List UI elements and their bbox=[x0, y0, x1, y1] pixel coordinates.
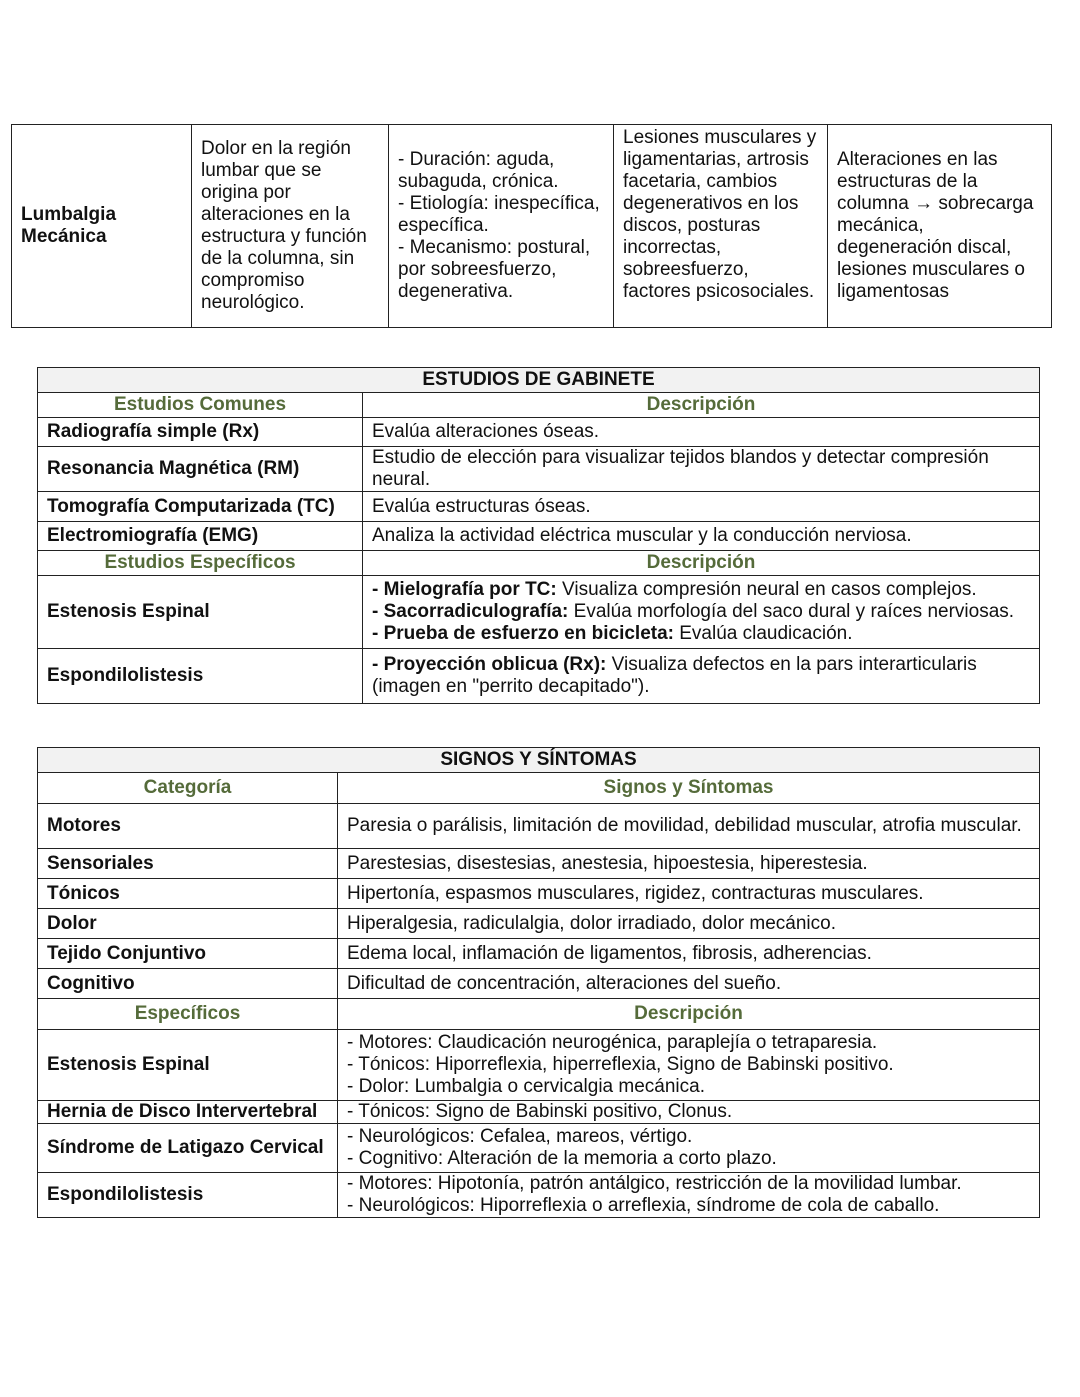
column-header: Descripción bbox=[338, 999, 1040, 1030]
column-header: Signos y Síntomas bbox=[338, 773, 1040, 804]
study-item-title: - Proyección oblicua (Rx): bbox=[372, 654, 607, 675]
category-description: Hiperalgesia, radiculalgia, dolor irradiado, dolor mecánico. bbox=[338, 909, 1040, 939]
category-name: Tejido Conjuntivo bbox=[38, 939, 338, 969]
lumbalgia-causes: Lesiones musculares y ligamentarias, artrosis facetaria, cambios degenerativos en los discos, posturas incorrectas, sobreesfuerzo, factores psicosociales. bbox=[614, 125, 828, 328]
specific-line: - Tónicos: Signo de Babinski positivo, Clonus. bbox=[347, 1101, 733, 1122]
table-row bbox=[38, 492, 1040, 522]
signos-table bbox=[37, 747, 1040, 1218]
table-row bbox=[38, 1173, 1040, 1218]
specific-line: - Neurológicos: Cefalea, mareos, vértigo. bbox=[347, 1126, 693, 1147]
table-row bbox=[38, 522, 1040, 551]
specific-line: - Motores: Hipotonía, patrón antálgico, restricción de la movilidad lumbar. bbox=[347, 1173, 962, 1194]
column-header: Estudios Específicos bbox=[38, 551, 363, 576]
table-title-row bbox=[38, 748, 1040, 773]
category-description: Parestesias, disestesias, anestesia, hipoestesia, hiperestesia. bbox=[338, 849, 1040, 879]
classification-line: - Etiología: inespecífica, específica. bbox=[398, 193, 600, 236]
study-item bbox=[372, 623, 1030, 645]
gabinete-table bbox=[37, 367, 1040, 704]
study-name: Espondilolistesis bbox=[38, 649, 363, 704]
specific-name: Hernia de Disco Intervertebral bbox=[38, 1101, 338, 1124]
specific-name: Estenosis Espinal bbox=[38, 1030, 338, 1101]
table-header-row bbox=[38, 551, 1040, 576]
study-item-text: Evalúa morfología del saco dural y raíces nerviosas. bbox=[568, 601, 1015, 622]
category-name: Cognitivo bbox=[38, 969, 338, 999]
specific-description bbox=[338, 1101, 1040, 1124]
table-title: ESTUDIOS DE GABINETE bbox=[38, 368, 1040, 393]
study-description: Estudio de elección para visualizar tejidos blandos y detectar compresión neural. bbox=[363, 447, 1040, 492]
study-description: Analiza la actividad eléctrica muscular y la conducción nerviosa. bbox=[363, 522, 1040, 551]
table-header-row bbox=[38, 393, 1040, 418]
study-description: Evalúa alteraciones óseas. bbox=[363, 418, 1040, 447]
table-row bbox=[38, 447, 1040, 492]
specific-line: - Neurológicos: Hiporreflexia o arreflexia, síndrome de cola de caballo. bbox=[347, 1195, 940, 1216]
study-description: Evalúa estructuras óseas. bbox=[363, 492, 1040, 522]
column-header: Estudios Comunes bbox=[38, 393, 363, 418]
lumbalgia-classification bbox=[389, 125, 614, 328]
category-name: Tónicos bbox=[38, 879, 338, 909]
study-name: Radiografía simple (Rx) bbox=[38, 418, 363, 447]
category-name: Sensoriales bbox=[38, 849, 338, 879]
study-item-title: - Sacorradiculografía: bbox=[372, 601, 569, 622]
table-row bbox=[38, 1124, 1040, 1173]
table-row bbox=[38, 804, 1040, 849]
lumbalgia-pathophysiology: Alteraciones en las estructuras de la columna → sobrecarga mecánica, degeneración discal, lesiones musculares o ligamentosas bbox=[828, 125, 1052, 328]
table-row bbox=[38, 1030, 1040, 1101]
lumbalgia-table bbox=[11, 124, 1052, 328]
study-description bbox=[363, 649, 1040, 704]
specific-line: - Dolor: Lumbalgia o cervicalgia mecánica. bbox=[347, 1076, 705, 1097]
table-row bbox=[38, 1101, 1040, 1124]
study-name: Resonancia Magnética (RM) bbox=[38, 447, 363, 492]
table-row bbox=[38, 969, 1040, 999]
study-item-text: Evalúa claudicación. bbox=[673, 623, 853, 644]
table-row bbox=[38, 849, 1040, 879]
specific-name: Síndrome de Latigazo Cervical bbox=[38, 1124, 338, 1173]
classification-line: - Mecanismo: postural, por sobreesfuerzo, degenerativa. bbox=[398, 237, 591, 302]
column-header: Descripción bbox=[363, 551, 1040, 576]
study-description bbox=[363, 576, 1040, 649]
classification-line: - Duración: aguda, subaguda, crónica. bbox=[398, 149, 559, 192]
study-item-title: - Prueba de esfuerzo en bicicleta: bbox=[372, 623, 674, 644]
category-description: Edema local, inflamación de ligamentos, fibrosis, adherencias. bbox=[338, 939, 1040, 969]
study-name: Tomografía Computarizada (TC) bbox=[38, 492, 363, 522]
study-item bbox=[372, 579, 1030, 601]
lumbalgia-definition: Dolor en la región lumbar que se origina por alteraciones en la estructura y función de la columna, sin compromiso neurológico. bbox=[192, 125, 389, 328]
table-row bbox=[12, 125, 1052, 328]
lumbalgia-name: Lumbalgia Mecánica bbox=[12, 125, 192, 328]
table-row bbox=[38, 909, 1040, 939]
study-item-text: Visualiza defectos en la pars interarticularis (imagen en "perrito decapitado"). bbox=[372, 654, 977, 697]
study-item-title: - Mielografía por TC: bbox=[372, 579, 557, 600]
category-description: Dificultad de concentración, alteraciones del sueño. bbox=[338, 969, 1040, 999]
table-row bbox=[38, 649, 1040, 704]
category-name: Motores bbox=[38, 804, 338, 849]
column-header: Específicos bbox=[38, 999, 338, 1030]
column-header: Descripción bbox=[363, 393, 1040, 418]
table-title: SIGNOS Y SÍNTOMAS bbox=[38, 748, 1040, 773]
category-description: Paresia o parálisis, limitación de movilidad, debilidad muscular, atrofia muscular. bbox=[338, 804, 1040, 849]
table-row bbox=[38, 939, 1040, 969]
specific-description bbox=[338, 1173, 1040, 1218]
table-header-row bbox=[38, 773, 1040, 804]
table-row bbox=[38, 418, 1040, 447]
category-name: Dolor bbox=[38, 909, 338, 939]
category-description: Hipertonía, espasmos musculares, rigidez, contracturas musculares. bbox=[338, 879, 1040, 909]
column-header: Categoría bbox=[38, 773, 338, 804]
study-item bbox=[372, 601, 1030, 623]
specific-line: - Motores: Claudicación neurogénica, paraplejía o tetraparesia. bbox=[347, 1032, 878, 1053]
specific-line: - Cognitivo: Alteración de la memoria a corto plazo. bbox=[347, 1148, 777, 1169]
study-name: Electromiografía (EMG) bbox=[38, 522, 363, 551]
specific-description bbox=[338, 1124, 1040, 1173]
table-row bbox=[38, 576, 1040, 649]
table-title-row bbox=[38, 368, 1040, 393]
specific-line: - Tónicos: Hiporreflexia, hiperreflexia, Signo de Babinski positivo. bbox=[347, 1054, 894, 1075]
study-name: Estenosis Espinal bbox=[38, 576, 363, 649]
specific-description bbox=[338, 1030, 1040, 1101]
table-header-row bbox=[38, 999, 1040, 1030]
table-row bbox=[38, 879, 1040, 909]
study-item-text: Visualiza compresión neural en casos complejos. bbox=[556, 579, 977, 600]
specific-name: Espondilolistesis bbox=[38, 1173, 338, 1218]
